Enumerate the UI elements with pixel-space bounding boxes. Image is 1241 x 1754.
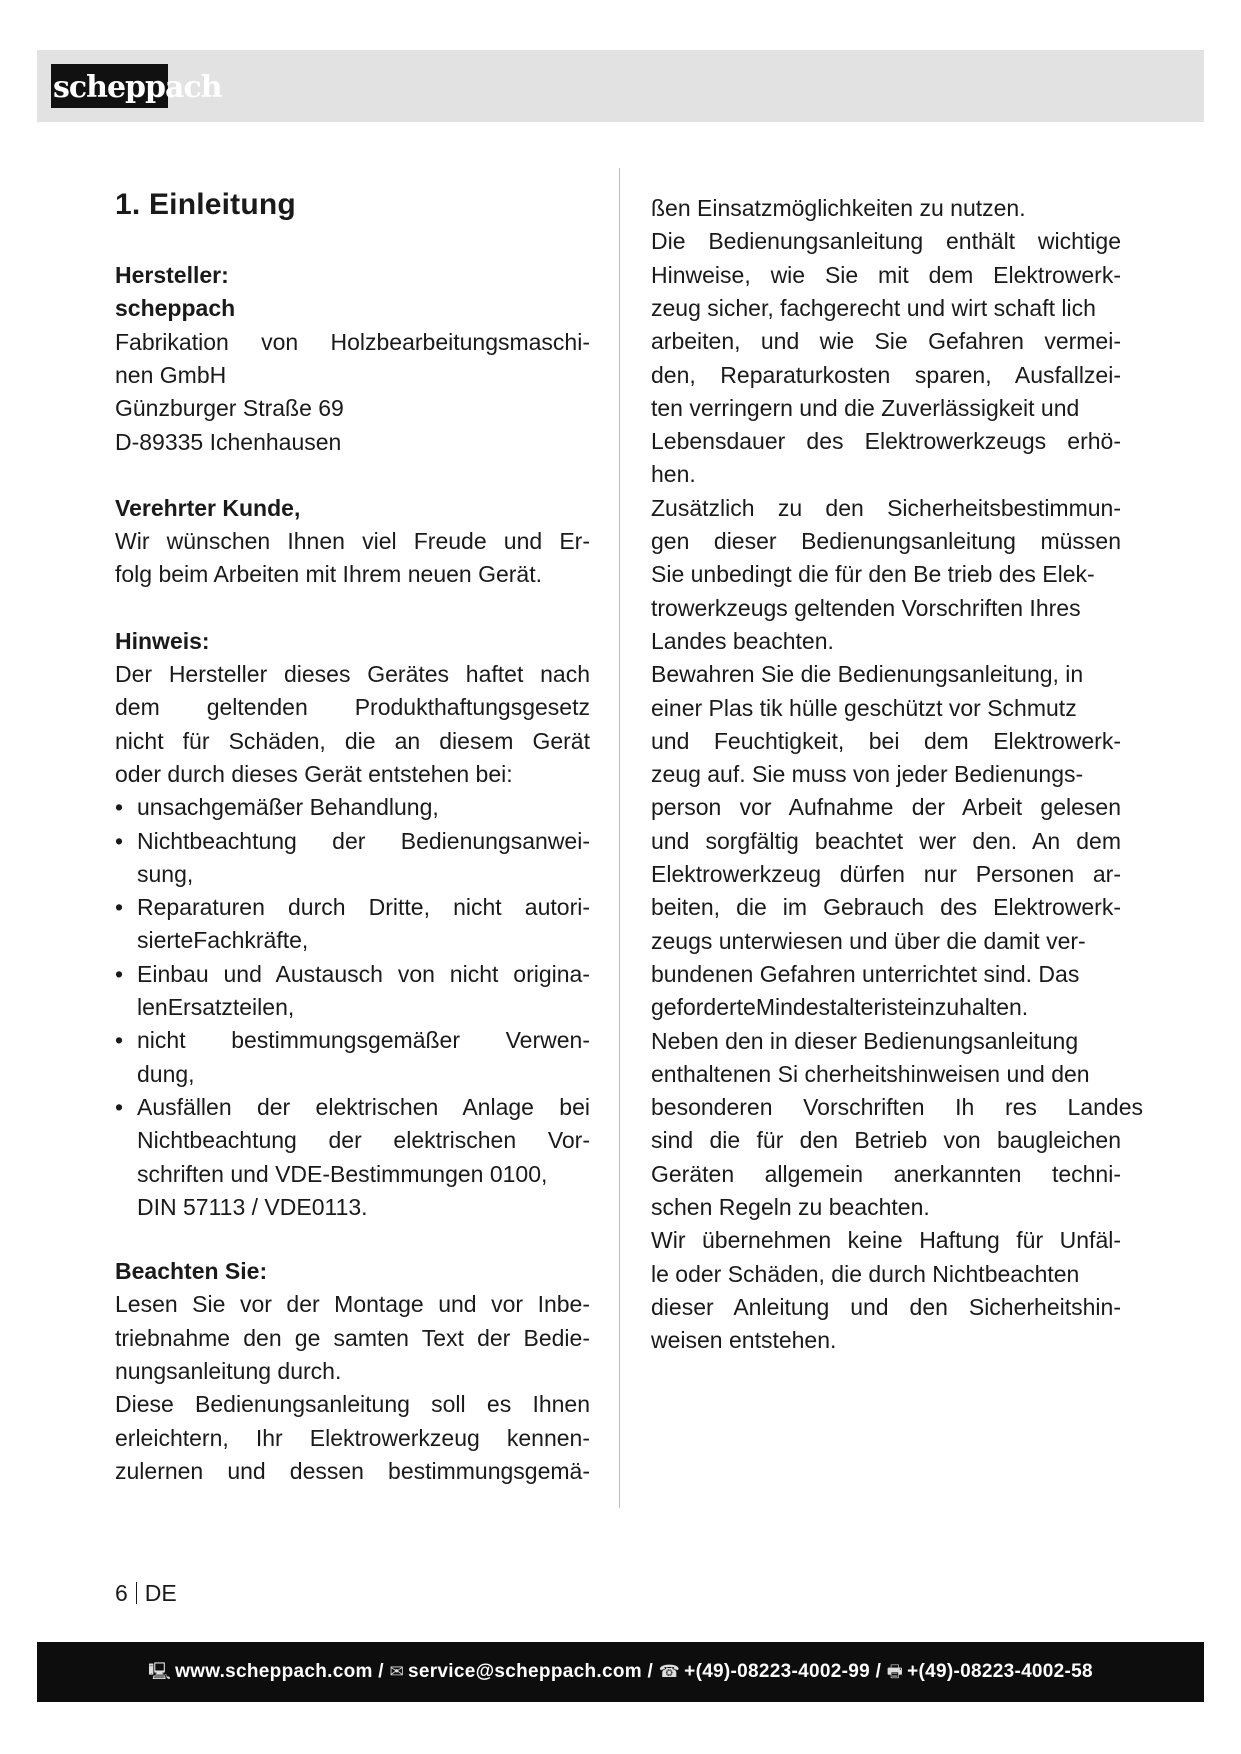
attention-text-line: Lesen Sie vor der Montage und vor Inbe- bbox=[115, 1291, 590, 1318]
body-text-line: Neben den in dieser Bedienungsanleitung bbox=[651, 1027, 1079, 1054]
telephone-icon: ☎ bbox=[658, 1662, 681, 1681]
body-text-line: Geräten allgemein anerkannten techni- bbox=[651, 1160, 1121, 1187]
body-text-line: dieser Anleitung und den Sicherheitshin- bbox=[651, 1293, 1121, 1320]
body-text-line: bundenen Gefahren unterrichtet sind. Das bbox=[651, 960, 1080, 987]
greeting-label: Verehrter Kunde, bbox=[115, 494, 301, 521]
body-text-line: Bewahren Sie die Bedienungsanleitung, in bbox=[651, 661, 1084, 688]
body-text-line: zeugs unterwiesen und über die damit ver- bbox=[651, 927, 1086, 954]
body-text-line: ten verringern und die Zuverlässigkeit und bbox=[651, 394, 1080, 421]
body-text-line: sind die für den Betrieb von baugleichen bbox=[651, 1127, 1121, 1154]
body-text-line: Landes beachten. bbox=[651, 627, 834, 654]
website-link[interactable]: www.scheppach.com bbox=[175, 1661, 373, 1682]
body-text-line: Wir übernehmen keine Haftung für Unfäl- bbox=[651, 1227, 1121, 1254]
bullet-text-line: Nichtbeachtung der Bedienungsanwei- bbox=[137, 827, 590, 854]
note-text-line: dem geltenden Produkthaftungsgesetz bbox=[115, 694, 590, 721]
body-text-line: Sie unbedingt die für den Be trieb des Elek- bbox=[651, 561, 1095, 588]
page-separator bbox=[136, 1582, 137, 1604]
body-text-line: besonderen Vorschriften Ih res Landes bbox=[651, 1094, 1143, 1121]
page-footer bbox=[115, 1580, 177, 1607]
attention-label: Beachten Sie: bbox=[115, 1258, 268, 1285]
attention-text-line: zulernen und dessen bestimmungsgemä- bbox=[115, 1457, 590, 1484]
fax-number: +(49)-08223-4002-58 bbox=[907, 1661, 1093, 1682]
phone-number: +(49)-08223-4002-99 bbox=[684, 1661, 870, 1682]
attention-text-line: triebnahme den ge samten Text der Bedie- bbox=[115, 1324, 590, 1351]
bullet-marker: • bbox=[115, 794, 124, 821]
fax-icon: 🖶 bbox=[886, 1662, 904, 1681]
greeting-text-line: folg beim Arbeiten mit Ihrem neuen Gerät. bbox=[115, 561, 542, 588]
greeting-text-line: Wir wünschen Ihnen viel Freude und Er- bbox=[115, 528, 590, 555]
address-line: Günzburger Straße 69 bbox=[115, 395, 344, 422]
attention-text-line: erleichtern, Ihr Elektrowerkzeug kennen- bbox=[115, 1424, 590, 1451]
bullet-marker: • bbox=[115, 960, 124, 987]
body-text-line: Lebensdauer des Elektrowerkzeugs erhö- bbox=[651, 428, 1121, 455]
bullet-marker: • bbox=[115, 1027, 124, 1054]
body-text-line: beiten, die im Gebrauch des Elektrowerk- bbox=[651, 894, 1121, 921]
bullet-text-line: nicht bestimmungsgemäßer Verwen- bbox=[137, 1027, 590, 1054]
note-label: Hinweis: bbox=[115, 627, 210, 654]
body-text-line: zeug sicher, fachgerecht und wirt schaft lich bbox=[651, 294, 1096, 321]
bullet-text-line: dung, bbox=[137, 1060, 195, 1087]
note-text-line: oder durch dieses Gerät entstehen bei: bbox=[115, 760, 513, 787]
attention-text-line: nungsanleitung durch. bbox=[115, 1358, 342, 1384]
manufacturer-name: scheppach bbox=[115, 295, 236, 322]
body-text-line: einer Plas tik hülle geschützt vor Schmutz bbox=[651, 694, 1077, 721]
body-text-line: Hinweise, wie Sie mit dem Elektrowerk- bbox=[651, 261, 1121, 288]
body-text-line: le oder Schäden, die durch Nichtbeachten bbox=[651, 1260, 1080, 1287]
body-text-line: Die Bedienungsanleitung enthält wichtige bbox=[651, 228, 1121, 255]
body-text-line: weisen entstehen. bbox=[651, 1327, 837, 1354]
body-text-line: Zusätzlich zu den Sicherheitsbestimmun- bbox=[651, 494, 1121, 521]
bullet-text-line: Einbau und Austausch von nicht origina- bbox=[137, 960, 590, 987]
body-text-line: gen dieser Bedienungsanleitung müssen bbox=[651, 528, 1121, 554]
body-text-line: und sorgfältig beachtet wer den. An dem bbox=[651, 827, 1121, 854]
attention-text-line: Diese Bedienungsanleitung soll es Ihnen bbox=[115, 1391, 590, 1418]
body-text-line: ßen Einsatzmöglichkeiten zu nutzen. bbox=[651, 195, 1026, 221]
address-line: nen GmbH bbox=[115, 361, 227, 388]
bullet-text-line: lenErsatzteilen, bbox=[137, 994, 295, 1020]
bullet-marker: • bbox=[115, 894, 124, 921]
note-text-line: nicht für Schäden, die an diesem Gerät bbox=[115, 727, 590, 754]
body-text-line: trowerkzeugs geltenden Vorschriften Ihres bbox=[651, 594, 1081, 621]
body-text-line: arbeiten, und wie Sie Gefahren vermei- bbox=[651, 328, 1121, 355]
bullet-marker: • bbox=[115, 827, 124, 854]
bullet-marker: • bbox=[115, 1093, 124, 1120]
page-number: 6 bbox=[115, 1580, 128, 1606]
body-text-line: Elektrowerkzeug dürfen nur Personen ar- bbox=[651, 861, 1121, 887]
body-text-line: hen. bbox=[651, 461, 696, 488]
body-text-line: enthaltenen Si cherheitshinweisen und den bbox=[651, 1060, 1090, 1087]
body-text-line: person vor Aufnahme der Arbeit gelesen bbox=[651, 794, 1121, 821]
bullet-text-line: schriften und VDE-Bestimmungen 0100, bbox=[137, 1160, 548, 1187]
scheppach-logo: scheppach bbox=[51, 64, 168, 108]
column-divider bbox=[619, 168, 620, 1508]
bullet-text-line: Reparaturen durch Dritte, nicht autori- bbox=[137, 894, 590, 921]
body-text-line: und Feuchtigkeit, bei dem Elektrowerk- bbox=[651, 727, 1121, 754]
body-text-line: schen Regeln zu beachten. bbox=[651, 1194, 930, 1220]
envelope-icon: ✉ bbox=[389, 1662, 404, 1681]
section-heading: 1. Einleitung bbox=[115, 188, 296, 221]
bullet-text-line: Nichtbeachtung der elektrischen Vor- bbox=[137, 1127, 590, 1154]
bullet-text-line: sung, bbox=[137, 860, 194, 887]
note-text-line: Der Hersteller dieses Gerätes haftet nach bbox=[115, 661, 590, 687]
computer-icon: 🖳 bbox=[148, 1662, 172, 1681]
bullet-text-line: sierteFachkräfte, bbox=[137, 927, 309, 954]
manufacturer-label: Hersteller: bbox=[115, 262, 229, 288]
bullet-text-line: DIN 57113 / VDE0113. bbox=[137, 1193, 368, 1220]
address-line: D-89335 Ichenhausen bbox=[115, 428, 342, 455]
body-text-line: zeug auf. Sie muss von jeder Bedienungs- bbox=[651, 761, 1084, 788]
body-text-line: gefordertеMindestalteristeinzuhalten. bbox=[651, 994, 1029, 1021]
email-link[interactable]: service@scheppach.com bbox=[407, 1661, 642, 1682]
body-text-line: den, Reparaturkosten sparen, Ausfallzei- bbox=[651, 361, 1121, 388]
bullet-text-line: unsachgemäßer Behandlung, bbox=[137, 794, 439, 821]
contact-bar: 🖳 www.scheppach.com / ✉ service@scheppach.com / ☎ +(49)-08223-4002-99 / 🖶 +(49)-08223-4002-58 bbox=[37, 1642, 1204, 1702]
bullet-text-line: Ausfällen der elektrischen Anlage bei bbox=[137, 1093, 590, 1120]
address-line: Fabrikation von Holzbearbeitungsmaschi- bbox=[115, 328, 590, 355]
page-language: DE bbox=[144, 1580, 177, 1606]
header-bar bbox=[37, 50, 1204, 122]
